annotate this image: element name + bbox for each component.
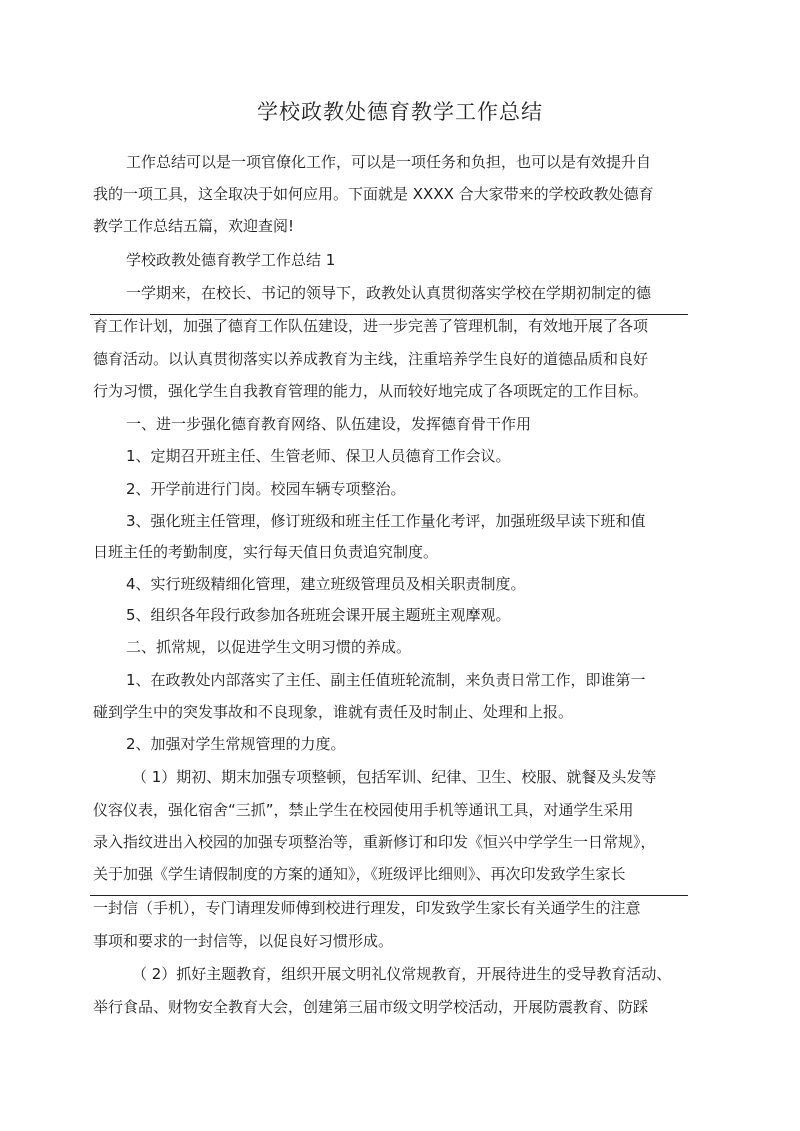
paragraph-line: 行为习惯，强化学生自我教育管理的能力，从而较好地完成了各项既定的工作目标。: [93, 382, 649, 400]
list-item-continuation: 举行食品、财物安全教育大会，创建第三届市级文明学校活动，开展防震教育、防踩: [93, 998, 649, 1016]
list-item: （ 1）期初、期末加强专项整顿，包括军训、纪律、卫生、校服、就餐及头发等: [132, 768, 657, 786]
list-heading: 一、进一步强化德育教育网络、队伍建设，发挥德育骨干作用: [126, 415, 532, 433]
divider-rule: [90, 314, 688, 315]
paragraph-line: 德育活动。以认真贯彻落实以养成教育为主线，注重培养学生良好的道德品质和良好: [93, 350, 649, 368]
list-item: 4、实行班级精细化管理，建立班级管理员及相关职责制度。: [126, 575, 526, 593]
list-item: 3、强化班主任管理，修订班级和班主任工作量化考评，加强班级早读下班和值: [126, 512, 646, 530]
list-item-continuation: 日班主任的考勤制度，实行每天值日负责追究制度。: [93, 543, 439, 561]
paragraph-line: 我的一项工具，这全取决于如何应用。下面就是 XXXX 合大家带来的学校政教处德育: [93, 185, 654, 203]
list-item: （ 2）抓好主题教育，组织开展文明礼仪常规教育，开展待进生的受导教育活动、: [132, 965, 672, 983]
paragraph-line: 工作总结可以是一项官僚化工作，可以是一项任务和负担，也可以是有效提升自: [126, 153, 652, 171]
list-item-continuation: 事项和要求的一封信等，以促良好习惯形成。: [93, 932, 394, 950]
list-item: 1、定期召开班主任、生管老师、保卫人员德育工作会议。: [126, 447, 511, 465]
list-item: 2、加强对学生常规管理的力度。: [126, 735, 346, 753]
paragraph-line: 一学期来，在校长、书记的领导下，政教处认真贯彻落实学校在学期初制定的德: [126, 284, 652, 302]
divider-rule: [90, 895, 688, 896]
list-item: 5、组织各年段行政参加各班班会课开展主题班主观摩观。: [126, 606, 511, 624]
list-item-continuation: 一封信（手机），专门请理发师傅到校进行理发，印发致学生家长有关通学生的注意: [93, 899, 641, 917]
section-heading: 学校政教处德育教学工作总结 1: [126, 251, 336, 269]
list-item: 1、在政教处内部落实了主任、副主任值班轮流制，来负责日常工作，即谁第一: [126, 671, 646, 689]
list-item-continuation: 关于加强《学生请假制度的方案的通知》，《班级评比细则》、再次印发致学生家长: [93, 865, 626, 883]
list-item: 2、开学前进行门岗。校园车辆专项整治。: [126, 480, 406, 498]
list-item-continuation: 录入指纹进出入校园的加强专项整治等，重新修订和印发《恒兴中学学生一日常规》，: [93, 833, 656, 851]
page-title: 学校政教处德育教学工作总结: [257, 100, 543, 124]
paragraph-line: 教学工作总结五篇，欢迎查阅!: [93, 217, 295, 235]
list-item-continuation: 仪容仪表，强化宿舍“三抓”，禁止学生在校园使用手机等通讯工具，对通学生采用: [93, 801, 634, 819]
list-heading: 二、抓常规，以促进学生文明习惯的养成。: [126, 638, 412, 656]
list-item-continuation: 碰到学生中的突发事故和不良现象，谁就有责任及时制止、处理和上报。: [93, 703, 574, 721]
paragraph-line: 育工作计划，加强了德育工作队伍建设，进一步完善了管理机制，有效地开展了各项: [93, 317, 649, 335]
